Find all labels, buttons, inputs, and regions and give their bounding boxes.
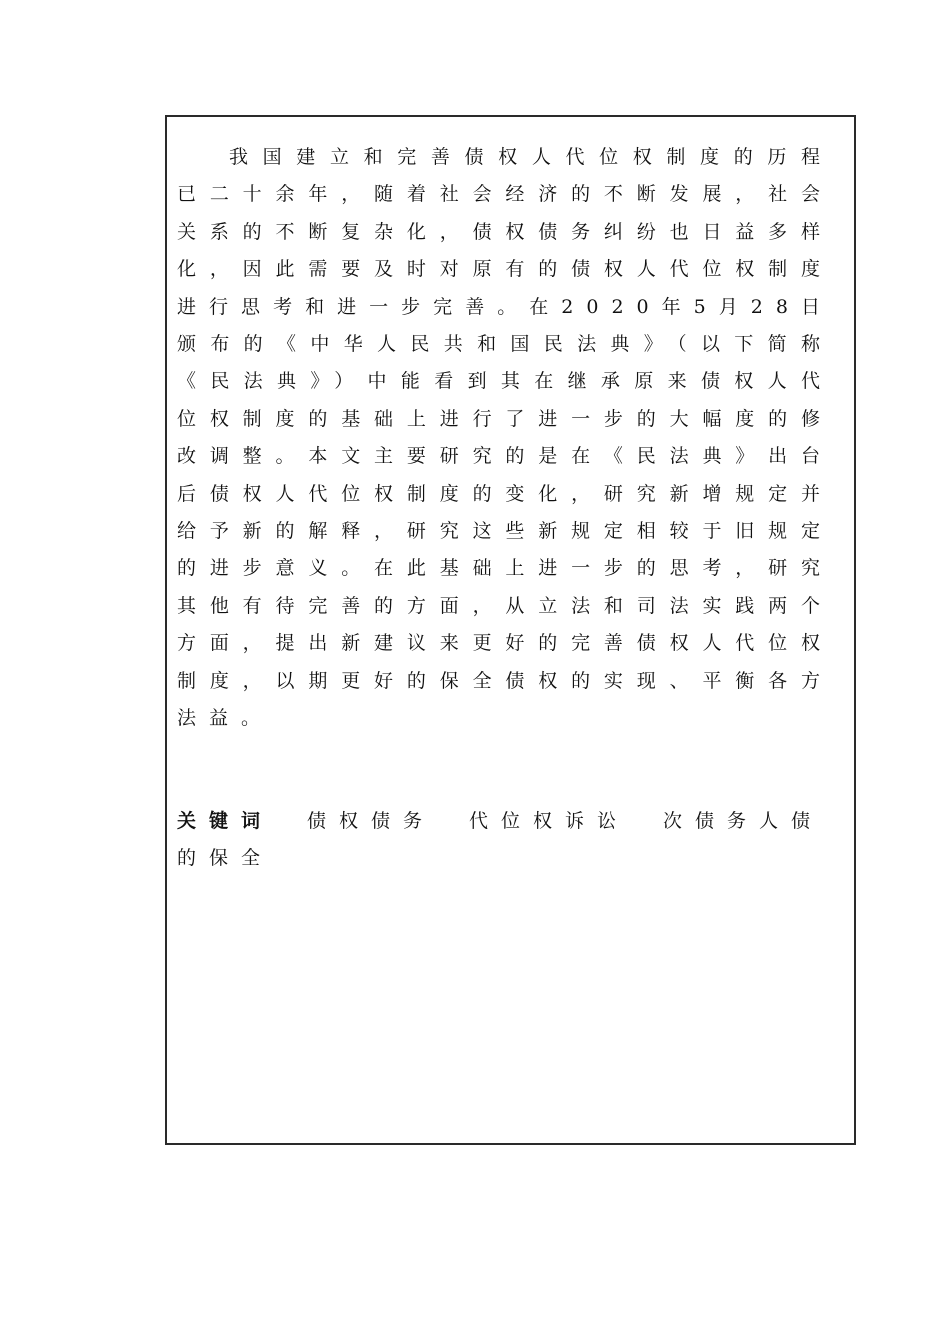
- keywords-label: 关键词: [177, 810, 274, 832]
- keyword-item: 债权债务: [307, 810, 436, 832]
- abstract-body: 我国建立和完善债权人代位权制度的历程已二十余年，随着社会经济的不断发展，社会关系的不断复杂化，债权债务纠纷也日益多样化，因此需要及时对原有的债权人代位权制度进行思考和进一步完善。在2020年5月28日颁布的《中华人民共和国民法典》（以下简称《民法典》）中能看到其在继承原来债权人代位权制度的基础上进行了进一步的大幅度的修改调整。本文主要研究的是在《民法典》出台后债权人代位权制度的变化，研究新增规定并给予新的解释，研究这些新规定相较于旧规定的进步意义。在此基础上进一步的思考，研究其他有待完善的方面，从立法和司法实践两个方面，提出新建议来更好的完善债权人代位权制度，以期更好的保全债权的实现、平衡各方法益。: [177, 146, 833, 730]
- keyword-item: 次债务人债的保全: [177, 810, 824, 869]
- keywords-line: [177, 803, 833, 877]
- keyword-item: 代位权诉讼: [469, 810, 630, 832]
